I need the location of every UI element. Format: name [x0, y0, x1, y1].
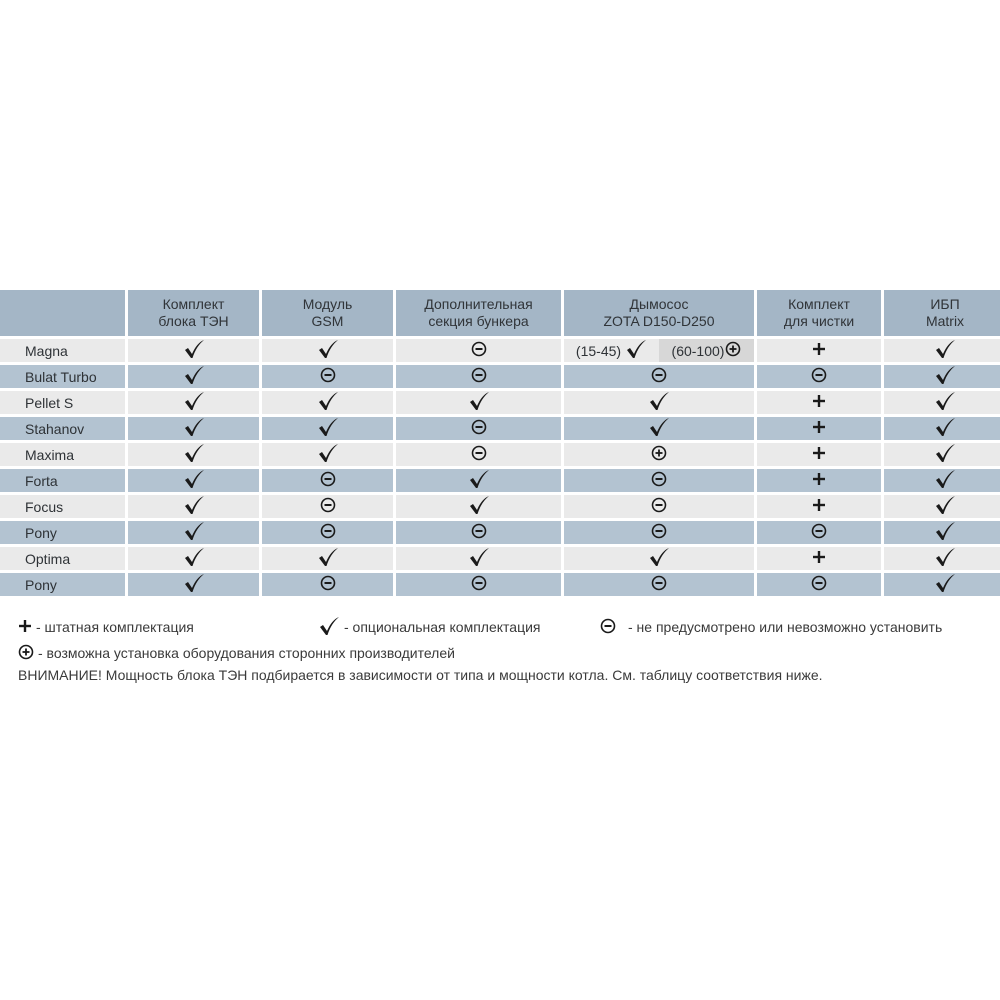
check-icon — [934, 417, 956, 440]
table-cell — [262, 443, 393, 469]
header-smoke-exhauster — [564, 290, 754, 339]
table-cell — [757, 547, 881, 573]
legend-item-third-party — [18, 644, 455, 663]
circle-minus-icon — [471, 575, 487, 594]
model-name: Optima — [0, 547, 125, 573]
table-cell — [757, 443, 881, 469]
warning-text: ВНИМАНИЕ! Мощность блока ТЭН подбирается в зависимости от типа и мощности котла. См. таблицу соответствия ниже. — [18, 667, 823, 683]
table-cell — [128, 391, 259, 417]
check-icon — [625, 339, 647, 362]
power-range-label: (60-100) — [671, 342, 725, 359]
table-cell — [884, 547, 1000, 573]
model-name: Focus — [0, 495, 125, 521]
check-icon — [468, 469, 490, 492]
model-name: Pony — [0, 521, 125, 547]
header-label: Модуль GSM — [302, 296, 353, 329]
table-row — [0, 547, 1000, 573]
header-gsm-module — [262, 290, 393, 339]
legend — [18, 614, 988, 683]
table-cell — [884, 365, 1000, 391]
model-name: Pony — [0, 573, 125, 599]
circle-minus-icon — [471, 367, 487, 386]
table-cell — [564, 443, 754, 469]
circle-minus-icon — [600, 618, 616, 637]
table-cell — [884, 495, 1000, 521]
circle-minus-icon — [651, 471, 667, 490]
check-icon — [648, 547, 670, 570]
check-icon — [934, 495, 956, 518]
table-cell — [757, 469, 881, 495]
table-cell — [884, 339, 1000, 365]
table-cell — [396, 573, 561, 599]
circle-plus-icon — [18, 644, 34, 663]
legend-item-not-possible — [600, 618, 942, 637]
table-cell — [564, 339, 754, 365]
check-icon — [934, 547, 956, 570]
circle-minus-icon — [651, 497, 667, 516]
plus-icon — [18, 619, 32, 636]
table-header-row — [0, 290, 1000, 339]
table-row — [0, 365, 1000, 391]
model-name: Forta — [0, 469, 125, 495]
circle-minus-icon — [651, 575, 667, 594]
circle-minus-icon — [471, 419, 487, 438]
table-cell — [128, 495, 259, 521]
circle-minus-icon — [320, 367, 336, 386]
table-cell — [884, 573, 1000, 599]
header-cleaning-kit — [757, 290, 881, 339]
header-label: ИБП Matrix — [925, 296, 965, 329]
table-cell — [564, 417, 754, 443]
table-cell — [262, 391, 393, 417]
plus-icon — [812, 342, 826, 359]
table-cell — [884, 521, 1000, 547]
circle-minus-icon — [811, 523, 827, 542]
table-cell — [128, 443, 259, 469]
check-icon — [183, 521, 205, 544]
split-cell-left — [564, 339, 659, 362]
table-cell — [564, 495, 754, 521]
circle-minus-icon — [320, 523, 336, 542]
header-ups-matrix — [884, 290, 1000, 339]
legend-row — [18, 614, 988, 640]
table-row — [0, 495, 1000, 521]
model-name: Stahanov — [0, 417, 125, 443]
table-cell — [564, 469, 754, 495]
plus-icon — [812, 498, 826, 515]
table-cell — [128, 573, 259, 599]
check-icon — [183, 339, 205, 362]
circle-minus-icon — [471, 341, 487, 360]
table-cell — [262, 339, 393, 365]
legend-third-party-text: - возможна установка оборудования сторонних производителей — [38, 645, 455, 661]
check-icon — [183, 443, 205, 466]
table-cell — [396, 547, 561, 573]
table-cell — [564, 547, 754, 573]
circle-minus-icon — [811, 367, 827, 386]
table-row — [0, 573, 1000, 599]
table-cell — [757, 521, 881, 547]
check-icon — [648, 417, 670, 440]
circle-minus-icon — [471, 523, 487, 542]
check-icon — [934, 365, 956, 388]
check-icon — [934, 521, 956, 544]
table-row — [0, 339, 1000, 365]
check-icon — [317, 443, 339, 466]
header-label: Комплект блока ТЭН — [158, 296, 229, 329]
check-icon — [934, 443, 956, 466]
check-icon — [183, 365, 205, 388]
check-icon — [468, 547, 490, 570]
table-row — [0, 391, 1000, 417]
table-cell — [396, 495, 561, 521]
check-icon — [648, 391, 670, 414]
table-cell — [396, 339, 561, 365]
circle-minus-icon — [320, 575, 336, 594]
table-cell — [396, 391, 561, 417]
table-cell — [757, 573, 881, 599]
table-cell — [884, 391, 1000, 417]
header-ten-kit — [128, 290, 259, 339]
legend-standard-text: - штатная комплектация — [36, 619, 194, 635]
table-cell — [564, 573, 754, 599]
header-label: Дымосос ZOTA D150-D250 — [603, 296, 715, 329]
plus-icon — [812, 420, 826, 437]
table-cell — [757, 365, 881, 391]
model-name: Pellet S — [0, 391, 125, 417]
header-label: Комплект для чистки — [783, 296, 855, 329]
table-cell — [564, 521, 754, 547]
check-icon — [317, 417, 339, 440]
circle-minus-icon — [320, 471, 336, 490]
table-cell — [396, 521, 561, 547]
header-hopper-section — [396, 290, 561, 339]
check-icon — [934, 339, 956, 362]
table-row — [0, 443, 1000, 469]
table-cell — [884, 443, 1000, 469]
plus-icon — [812, 472, 826, 489]
check-icon — [934, 391, 956, 414]
split-cell — [564, 339, 754, 362]
circle-minus-icon — [651, 367, 667, 386]
check-icon — [468, 495, 490, 518]
check-icon — [183, 573, 205, 596]
check-icon — [317, 547, 339, 570]
table-cell — [128, 469, 259, 495]
table-body — [0, 339, 1000, 599]
table-cell — [262, 573, 393, 599]
circle-minus-icon — [811, 575, 827, 594]
model-name: Bulat Turbo — [0, 365, 125, 391]
table-cell — [128, 339, 259, 365]
header-corner — [0, 290, 125, 339]
table-cell — [262, 521, 393, 547]
table-cell — [396, 443, 561, 469]
table-cell — [884, 469, 1000, 495]
check-icon — [183, 547, 205, 570]
table-row — [0, 469, 1000, 495]
power-range-label: (15-45) — [575, 342, 622, 359]
table-cell — [884, 417, 1000, 443]
table-cell — [757, 339, 881, 365]
table-cell — [757, 495, 881, 521]
check-icon — [934, 469, 956, 492]
legend-optional-text: - опциональная комплектация — [344, 619, 541, 635]
circle-plus-icon — [725, 341, 741, 360]
table-cell — [262, 417, 393, 443]
check-icon — [318, 616, 340, 639]
check-icon — [317, 339, 339, 362]
circle-plus-icon — [651, 445, 667, 464]
check-icon — [468, 391, 490, 414]
table-cell — [262, 547, 393, 573]
table-cell — [396, 469, 561, 495]
check-icon — [183, 391, 205, 414]
check-icon — [934, 573, 956, 596]
table-cell — [262, 365, 393, 391]
split-cell-right — [659, 339, 754, 362]
table-cell — [757, 417, 881, 443]
check-icon — [183, 495, 205, 518]
plus-icon — [812, 446, 826, 463]
header-label: Дополнительная секция бункера — [424, 296, 533, 329]
table-cell — [128, 547, 259, 573]
table-cell — [262, 469, 393, 495]
compatibility-table-container — [0, 290, 1000, 599]
compatibility-table — [0, 290, 1000, 599]
legend-not-possible-text: - не предусмотрено или невозможно установить — [628, 619, 943, 635]
check-icon — [183, 469, 205, 492]
legend-row — [18, 640, 988, 666]
check-icon — [317, 391, 339, 414]
table-cell — [564, 365, 754, 391]
table-row — [0, 417, 1000, 443]
circle-minus-icon — [651, 523, 667, 542]
circle-minus-icon — [471, 445, 487, 464]
plus-icon — [812, 394, 826, 411]
table-cell — [262, 495, 393, 521]
table-cell — [128, 521, 259, 547]
model-name: Maxima — [0, 443, 125, 469]
legend-item-optional — [318, 616, 600, 639]
table-cell — [128, 365, 259, 391]
model-name: Magna — [0, 339, 125, 365]
table-cell — [564, 391, 754, 417]
table-cell — [396, 417, 561, 443]
legend-item-standard — [18, 619, 318, 636]
table-cell — [396, 365, 561, 391]
table-cell — [128, 417, 259, 443]
circle-minus-icon — [320, 497, 336, 516]
plus-icon — [812, 550, 826, 567]
table-row — [0, 521, 1000, 547]
check-icon — [183, 417, 205, 440]
table-cell — [757, 391, 881, 417]
